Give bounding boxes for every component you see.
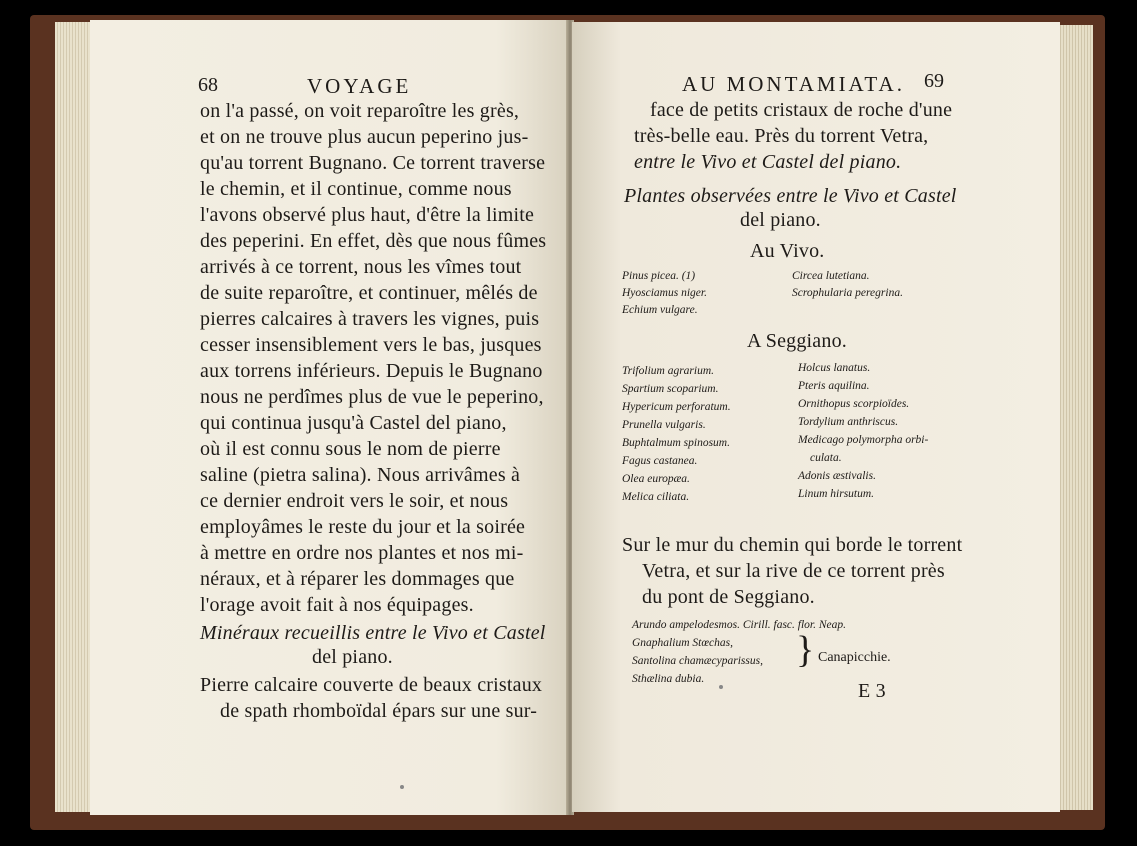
text-line: du pont de Seggiano.: [642, 586, 815, 608]
right-page-edges: [1055, 25, 1093, 810]
text-line: l'avons observé plus haut, d'être la limite: [200, 204, 535, 226]
plant-name: Melica ciliata.: [622, 491, 690, 503]
page-number: 69: [924, 70, 944, 92]
text-line: des peperini. En effet, dès que nous fûmes: [200, 230, 547, 252]
location-heading: A Seggiano.: [747, 330, 847, 352]
text-line: Sur le mur du chemin qui borde le torrent: [622, 534, 963, 556]
right-page: [572, 22, 1060, 812]
running-head: AU MONTAMIATA.: [682, 72, 905, 96]
text-line: Pierre calcaire couverte de beaux cristaux: [200, 674, 543, 696]
text-line: et on ne trouve plus aucun peperino jus-: [200, 126, 529, 148]
section-heading-cont: del piano.: [312, 646, 393, 668]
text-line: employâmes le reste du jour et la soirée: [200, 516, 526, 538]
text-line: entre le Vivo et Castel del piano.: [634, 151, 902, 173]
text-line: ce dernier endroit vers le soir, et nous: [200, 490, 509, 512]
text-line: saline (pietra salina). Nous arrivâmes à: [200, 464, 521, 486]
text-line: très-belle eau. Près du torrent Vetra,: [634, 125, 929, 147]
text-line: néraux, et à réparer les dommages que: [200, 568, 515, 590]
plant-name: Hypericum perforatum.: [622, 401, 731, 413]
plant-name: Medicago polymorpha orbi-: [798, 434, 929, 446]
plant-name: Sthælina dubia.: [632, 673, 705, 685]
plant-name: culata.: [810, 452, 842, 464]
text-line: le chemin, et il continue, comme nous: [200, 178, 512, 200]
plant-name: Trifolium agrarium.: [622, 365, 715, 377]
plant-name: Fagus castanea.: [622, 455, 698, 467]
page-mark: [400, 785, 404, 789]
text-line: pierres calcaires à travers les vignes, puis: [200, 308, 540, 330]
plant-name: Olea europæa.: [622, 473, 690, 485]
plants-heading-cont: del piano.: [740, 209, 821, 231]
text-line: qu'au torrent Bugnano. Ce torrent traverse: [200, 152, 546, 174]
plant-name: Buphtalmum spinosum.: [622, 437, 730, 449]
section-heading: Minéraux recueillis entre le Vivo et Castel: [200, 622, 546, 644]
text-line: nous ne perdîmes plus de vue le peperino,: [200, 386, 544, 408]
plant-name: Tordylium anthriscus.: [798, 416, 899, 428]
plant-name: Holcus lanatus.: [798, 362, 871, 374]
text-line: Vetra, et sur la rive de ce torrent près: [642, 560, 945, 582]
left-page-edges: [55, 22, 95, 812]
brace-icon: }: [796, 629, 815, 671]
plant-name: Adonis æstivalis.: [798, 470, 876, 482]
plants-heading: Plantes observées entre le Vivo et Castel: [624, 185, 957, 207]
left-page: [90, 20, 568, 815]
text-line: on l'a passé, on voit reparoître les grès,: [200, 100, 520, 122]
plant-name: Prunella vulgaris.: [622, 419, 706, 431]
page-mark: [719, 685, 723, 689]
text-line: face de petits cristaux de roche d'une: [650, 99, 953, 121]
text-line: qui continua jusqu'à Castel del piano,: [200, 412, 507, 434]
plant-name: Circea lutetiana.: [792, 270, 870, 282]
text-line: de spath rhomboïdal épars sur une sur-: [220, 700, 538, 722]
plant-name: Pteris aquilina.: [798, 380, 870, 392]
text-line: aux torrens inférieurs. Depuis le Bugnano: [200, 360, 543, 382]
plant-name: Echium vulgare.: [622, 304, 698, 316]
signature-mark: E 3: [858, 680, 886, 702]
plant-name: Ornithopus scorpioïdes.: [798, 398, 910, 410]
plant-name: Hyosciamus niger.: [622, 287, 707, 299]
location-heading: Au Vivo.: [750, 240, 825, 262]
text-line: cesser insensiblement vers le bas, jusques: [200, 334, 542, 356]
plant-name: Spartium scoparium.: [622, 383, 719, 395]
text-line: l'orage avoit fait à nos équipages.: [200, 594, 474, 616]
plant-name: Linum hirsutum.: [798, 488, 875, 500]
running-head: VOYAGE: [307, 74, 412, 98]
text-line: à mettre en ordre nos plantes et nos mi-: [200, 542, 524, 564]
canapicchie-label: Canapicchie.: [818, 650, 891, 665]
text-line: où il est connu sous le nom de pierre: [200, 438, 501, 460]
page-number: 68: [198, 74, 218, 96]
plant-name: Pinus picea. (1): [622, 270, 696, 282]
text-line: arrivés à ce torrent, nous les vîmes tout: [200, 256, 522, 278]
plant-name: Gnaphalium Stœchas,: [632, 637, 733, 649]
plant-name: Santolina chamæcyparissus,: [632, 655, 763, 667]
plant-name: Scrophularia peregrina.: [792, 287, 903, 299]
text-line: de suite reparoître, et continuer, mêlés de: [200, 282, 538, 304]
plant-name: Arundo ampelodesmos. Cirill. fasc. flor. Neap.: [632, 619, 847, 631]
